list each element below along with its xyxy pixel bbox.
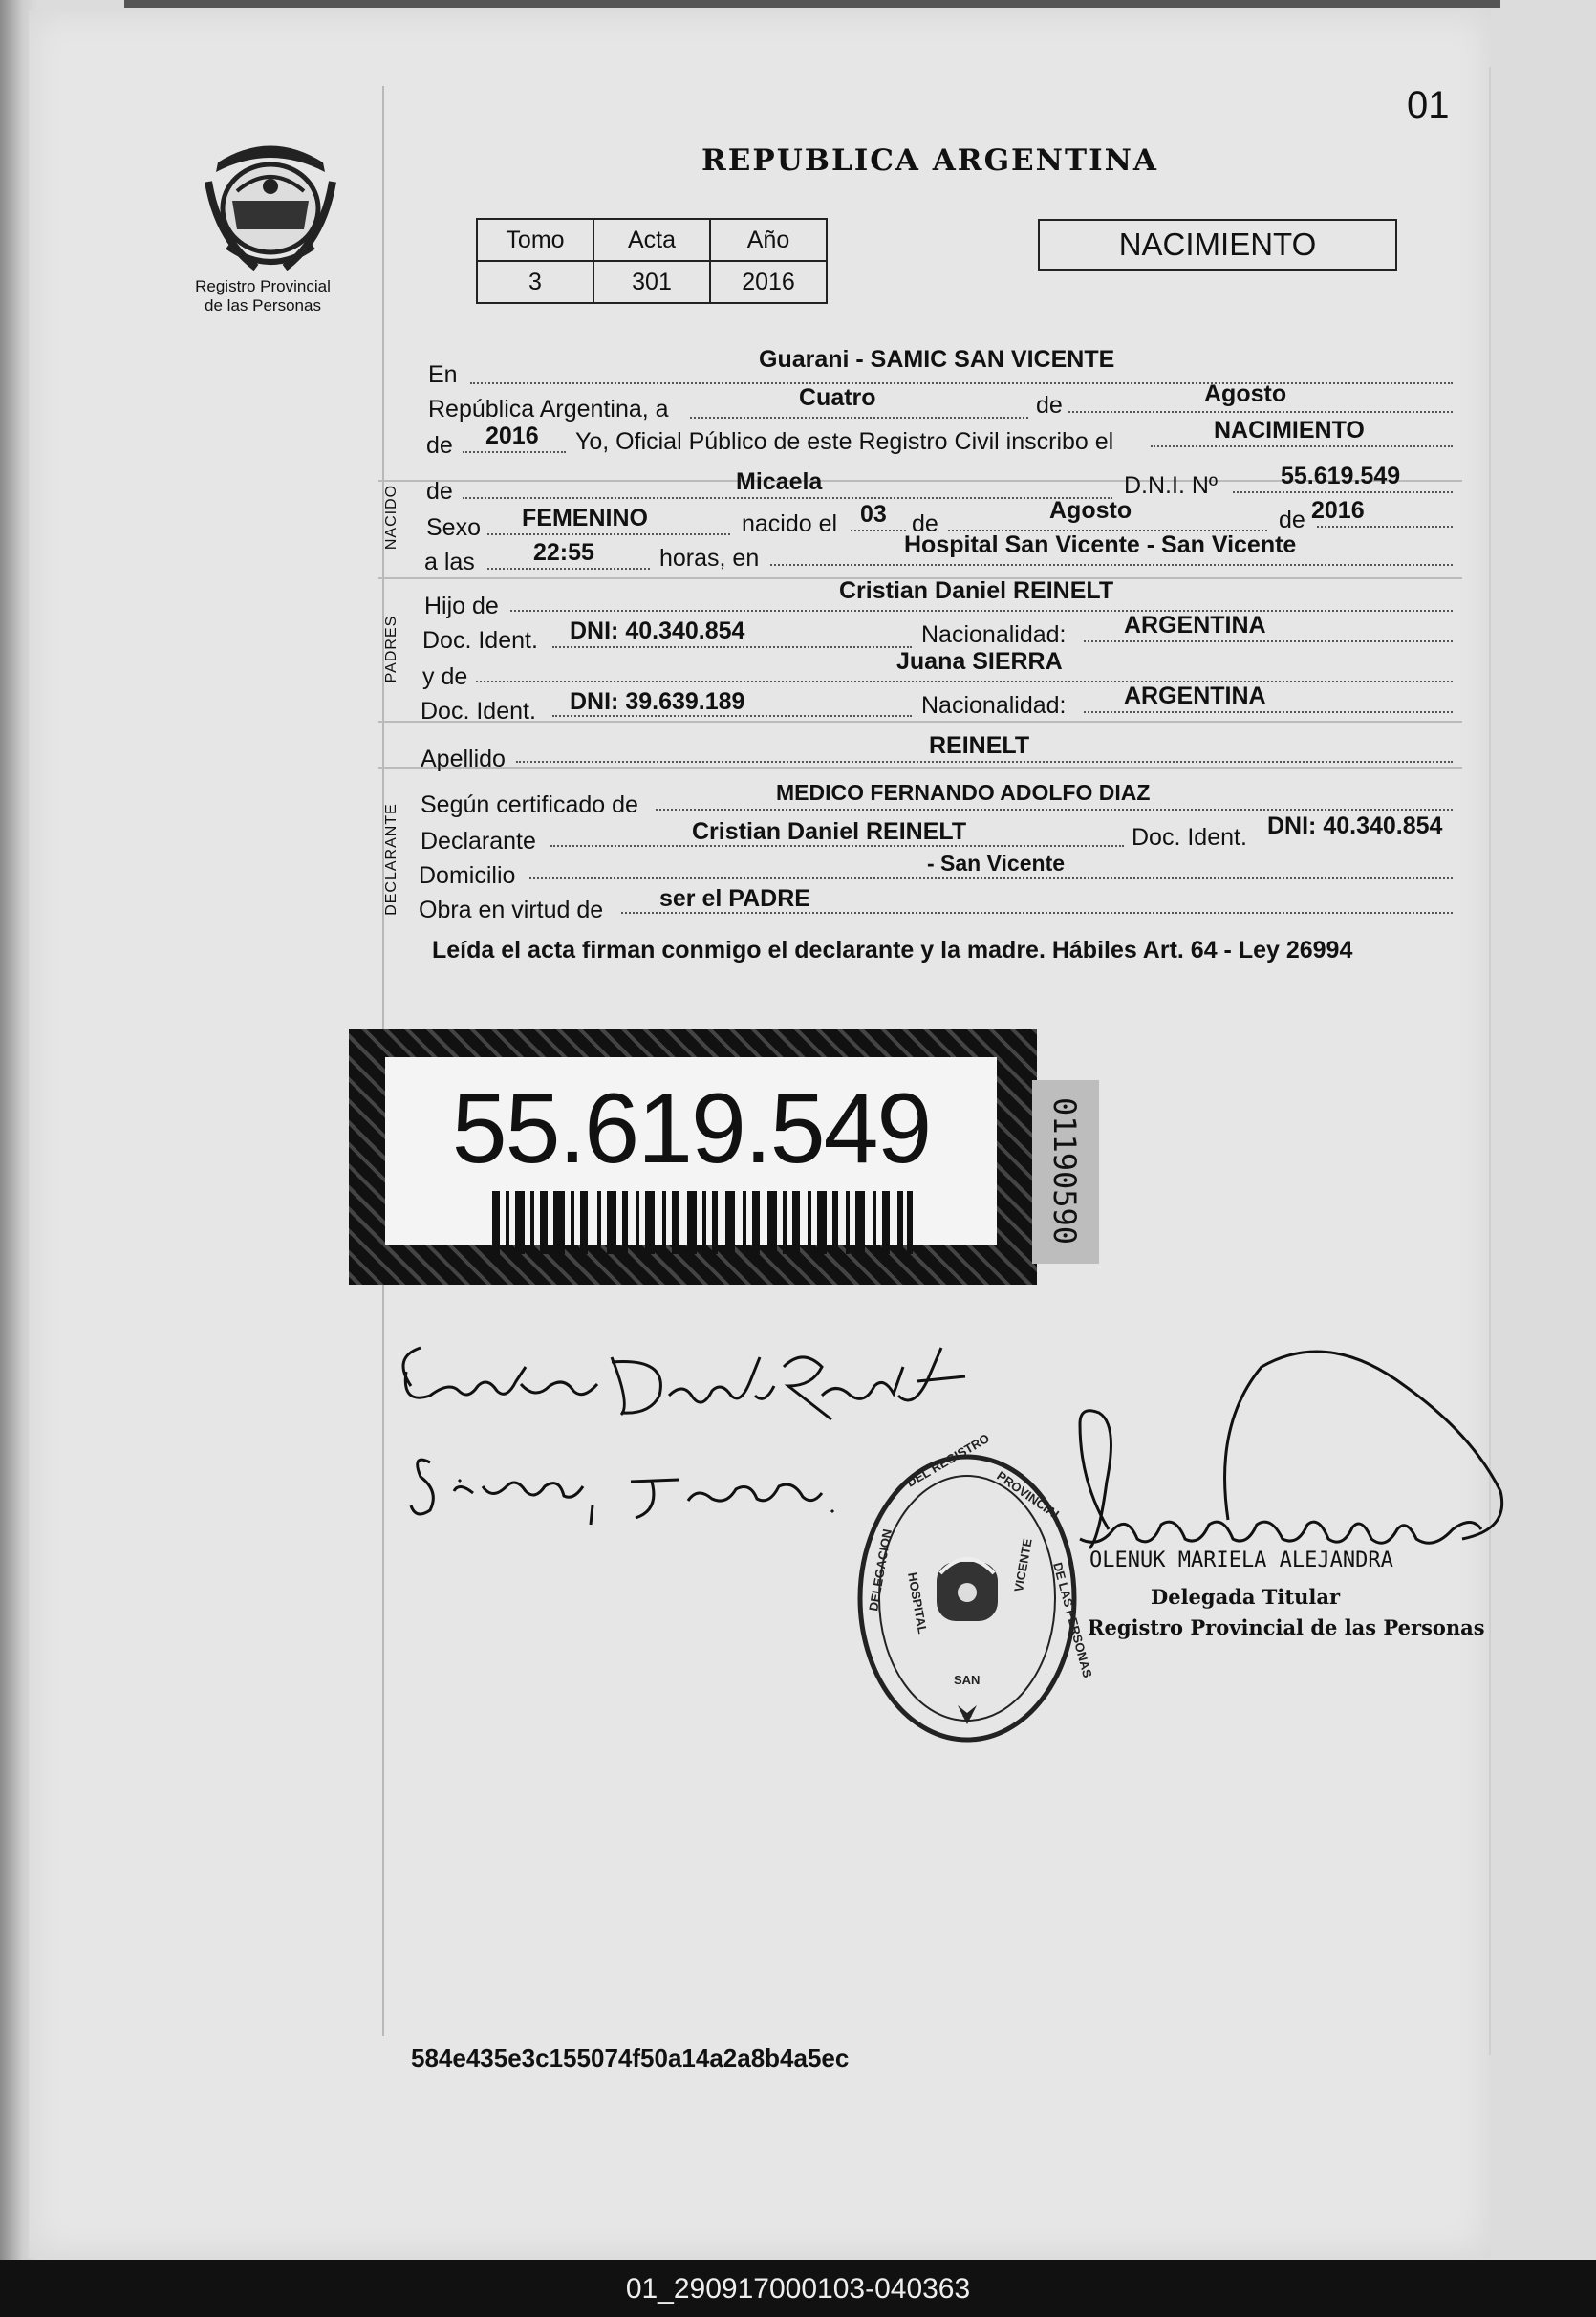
right-margin-line: [1489, 67, 1491, 2055]
label-republica: República Argentina, a: [428, 396, 669, 422]
record-type-box: NACIMIENTO: [1038, 219, 1397, 271]
side-label-nacido: NACIDO: [383, 484, 399, 551]
registry-header-tomo: Tomo: [477, 219, 593, 261]
fill-line: [487, 533, 730, 535]
value-dni: 55.619.549: [1281, 463, 1401, 489]
registry-value-acta: 301: [593, 261, 710, 303]
fill-line: [487, 568, 650, 570]
fill-line: [463, 451, 566, 453]
barcode-number: 55.619.549: [451, 1073, 931, 1184]
value-madre-doc: DNI: 39.639.189: [570, 688, 745, 715]
value-padre-doc: DNI: 40.340.854: [570, 617, 745, 644]
value-month: Agosto: [1204, 380, 1287, 407]
fill-line: [851, 530, 906, 531]
document-hash: 584e435e3c155074f50a14a2a8b4a5ec: [411, 2044, 850, 2072]
fill-line: [770, 564, 1453, 566]
fill-line: [476, 681, 1453, 682]
svg-text:DELEGACION: DELEGACION: [866, 1527, 895, 1613]
barcode-sticker: [349, 1029, 1037, 1285]
registry-header-acta: Acta: [593, 219, 710, 261]
value-sexo: FEMENINO: [522, 505, 648, 531]
barcode-panel: [385, 1057, 997, 1245]
closing-text: Leída el acta firman conmigo el declarante y la madre. Hábiles Art. 64 - Ley 26994: [432, 937, 1353, 964]
value-birth-month: Agosto: [1049, 497, 1132, 524]
fill-line: [690, 417, 1028, 419]
label-apellido: Apellido: [421, 746, 506, 772]
fill-line: [463, 497, 1112, 499]
emblem-caption-line2: de las Personas: [205, 296, 321, 314]
country-title: REPUBLICA ARGENTINA: [701, 143, 1158, 178]
fill-line: [470, 382, 1453, 384]
svg-text:DEL REGISTRO: DEL REGISTRO: [904, 1430, 992, 1490]
fill-line: [1068, 411, 1453, 413]
svg-text:HOSPITAL: HOSPITAL: [905, 1570, 931, 1635]
file-label: 01_290917000103-040363: [625, 2273, 971, 2305]
label-sexo: Sexo: [426, 514, 481, 541]
fill-line: [1317, 526, 1453, 528]
label-doc-madre: Doc. Ident.: [421, 698, 536, 725]
value-padre-nacionalidad: ARGENTINA: [1124, 612, 1266, 639]
label-doc-padre: Doc. Ident.: [422, 627, 538, 654]
value-year: 2016: [485, 422, 539, 449]
madre-handwritten-signature: [401, 1434, 851, 1539]
value-birth-day: 03: [860, 501, 887, 528]
fill-line: [1084, 640, 1453, 642]
label-certificado: Según certificado de: [421, 791, 638, 818]
svg-text:PROVINCIAL: PROVINCIAL: [994, 1468, 1066, 1525]
value-inscribe: NACIMIENTO: [1214, 417, 1365, 444]
value-madre: Juana SIERRA: [896, 648, 1063, 675]
value-apellido: REINELT: [929, 732, 1030, 759]
official-organization: Registro Provincial de las Personas: [1088, 1615, 1485, 1639]
svg-text:VICENTE: VICENTE: [1011, 1537, 1035, 1593]
label-hora: a las: [424, 549, 475, 575]
label-oficial: Yo, Oficial Público de este Registro Civil inscribo el: [575, 428, 1114, 455]
label-nacido-el: nacido el: [742, 510, 838, 537]
barcode-serial-number: 01190590: [1046, 1096, 1083, 1245]
fill-line: [1084, 711, 1453, 713]
value-madre-nacionalidad: ARGENTINA: [1124, 682, 1266, 709]
value-obra: ser el PADRE: [659, 885, 810, 912]
value-lugar: Hospital San Vicente - San Vicente: [904, 531, 1297, 558]
label-horas-en: horas, en: [659, 545, 760, 572]
emblem-caption-line1: Registro Provincial: [195, 277, 331, 295]
label-hijo-de: Hijo de: [424, 593, 499, 619]
label-de-birth-year: de: [1279, 507, 1305, 533]
fill-line: [656, 809, 1453, 811]
value-declarante: Cristian Daniel REINELT: [692, 818, 967, 845]
registry-header-ano: Año: [710, 219, 827, 261]
delegacion-oval-stamp: [852, 1430, 1095, 1747]
page-number: 01: [1407, 84, 1450, 126]
label-de-birth-month: de: [912, 510, 938, 537]
scan-top-edge: [124, 0, 1500, 8]
fill-line: [510, 610, 1453, 612]
barcode-serial-tab: [1032, 1080, 1099, 1264]
fill-line: [529, 877, 1453, 879]
apellido-section-separator: [378, 721, 1462, 723]
registry-value-tomo: 3: [477, 261, 593, 303]
provincia-de-misiones-emblem: [199, 134, 342, 277]
value-en: Guarani - SAMIC SAN VICENTE: [759, 346, 1115, 373]
label-nacionalidad-padre: Nacionalidad:: [921, 621, 1067, 648]
value-day: Cuatro: [799, 384, 876, 411]
label-de-year: de: [426, 432, 453, 459]
emblem-caption: [172, 277, 354, 315]
label-declarante: Declarante: [421, 828, 536, 855]
official-name: OLENUK MARIELA ALEJANDRA: [1089, 1548, 1393, 1572]
fill-line: [516, 761, 1453, 763]
label-obra: Obra en virtud de: [419, 897, 604, 923]
scan-footer-bar: [0, 2260, 1596, 2317]
value-certificado: MEDICO FERNANDO ADOLFO DIAZ: [776, 780, 1151, 805]
label-nacionalidad-madre: Nacionalidad:: [921, 692, 1067, 719]
fill-line: [1151, 445, 1453, 447]
label-y-de: y de: [422, 663, 468, 690]
fill-line: [552, 646, 912, 648]
registry-value-ano: 2016: [710, 261, 827, 303]
official-title: Delegada Titular: [1151, 1585, 1341, 1609]
registry-table: [476, 218, 828, 304]
value-domicilio: - San Vicente: [927, 851, 1066, 876]
value-padre: Cristian Daniel REINELT: [839, 577, 1114, 604]
svg-text:DE LAS PERSONAS: DE LAS PERSONAS: [1050, 1560, 1095, 1679]
value-birth-year: 2016: [1311, 497, 1365, 524]
label-en: En: [428, 361, 458, 388]
value-declarante-doc: DNI: 40.340.854: [1267, 812, 1443, 839]
fill-line: [1233, 491, 1453, 493]
label-nombre: de: [426, 478, 453, 505]
label-declarante-doc: Doc. Ident.: [1132, 824, 1247, 851]
svg-text:SAN: SAN: [954, 1673, 981, 1687]
side-label-padres: PADRES: [383, 615, 399, 683]
barcode-bars: [492, 1191, 913, 1254]
value-nombre: Micaela: [736, 468, 823, 495]
label-dni: D.N.I. Nº: [1124, 472, 1219, 499]
label-domicilio: Domicilio: [419, 862, 516, 889]
value-hora: 22:55: [533, 539, 594, 566]
label-de-month: de: [1036, 392, 1063, 419]
side-label-declarante: DECLARANTE: [383, 803, 399, 916]
declarante-section-separator: [378, 767, 1462, 769]
